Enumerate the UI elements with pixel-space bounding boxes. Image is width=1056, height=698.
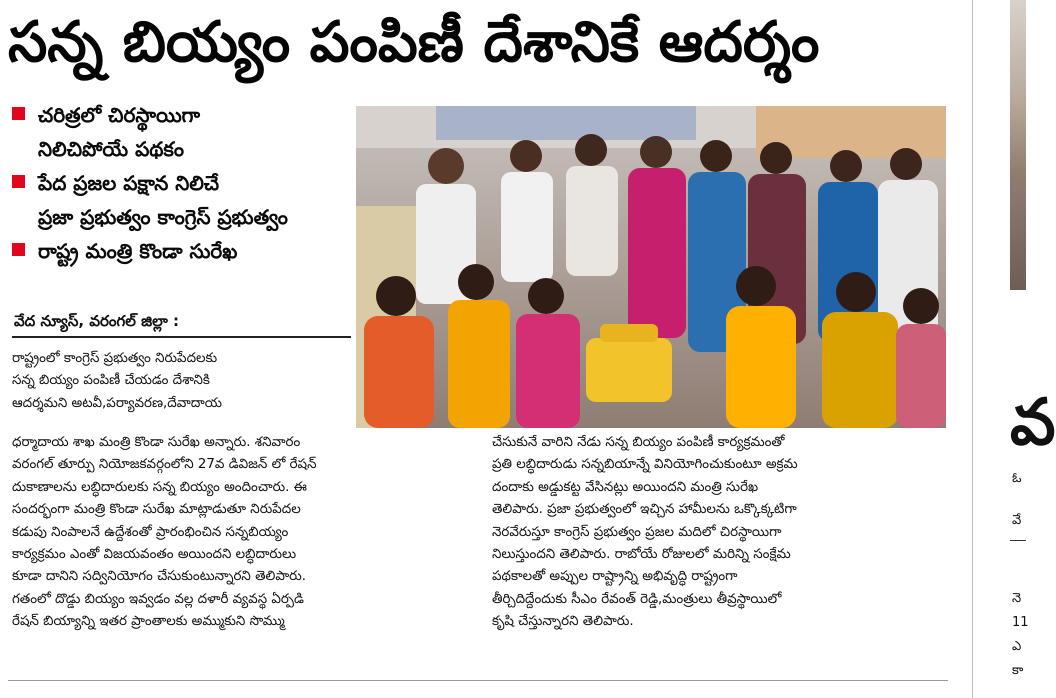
article-line: వరంగల్ తూర్పు నియోజకవర్గంలోని 27వ డివిజన్ లో రేషన్ [12, 457, 317, 473]
news-photo [356, 106, 946, 428]
dateline: వేద న్యూస్, వరంగల్ జిల్లా : [14, 312, 180, 330]
article-line: ఆదర్శమని అటవీ,పర్యావరణ,దేవాదాయ [12, 395, 222, 411]
adjacent-rule [1010, 540, 1026, 541]
adjacent-text-fragment: కా [1012, 663, 1024, 678]
article-line: రేషన్ బియ్యాన్ని ఇతర ప్రాంతాలకు అమ్ముకుని సొమ్ము [12, 614, 285, 630]
headline: సన్న బియ్యం పంపిణీ దేశానికే ఆదర్శం [8, 10, 820, 75]
article-line: నెరవేరుస్తూ కాంగ్రెస్ ప్రభుత్వం ప్రజల మదిలో చిరస్థాయిగా [492, 524, 782, 540]
adjacent-text-fragment: ఎ [1012, 639, 1022, 654]
column-gutter [972, 0, 973, 698]
adjacent-photo-fragment [1010, 0, 1026, 290]
bullet-item [12, 98, 350, 166]
dateline-rule [12, 336, 351, 338]
article-column-right [492, 432, 944, 634]
bullet-text: పేద ప్రజల పక్షాన నిలిచే [38, 171, 220, 195]
adjacent-text-fragment: నె [1012, 591, 1022, 606]
adjacent-article-fragment [974, 0, 1056, 698]
article-line: దందాకు అడ్డుకట్ట వేసినట్లు అయిందని మంత్రి సురేఖ [492, 479, 759, 495]
article-line: కడుపు నింపాలనే ఉద్దేశంతో ప్రారంభించిన సన్నబియ్యం [12, 524, 289, 540]
bullet-square-icon [12, 107, 25, 120]
bullet-square-icon [12, 175, 25, 188]
article-line: రాష్ట్రంలో కాంగ్రెస్ ప్రభుత్వం నిరుపేదలకు [12, 351, 218, 366]
article-line: గతంలో దొడ్డు బియ్యం ఇవ్వడం వల్ల దళారీ వ్యవస్థ ఏర్పడి [12, 591, 304, 607]
bullet-text: చరిత్రలో చిరస్థాయిగా [38, 103, 201, 127]
news-photo-illustration [356, 106, 946, 428]
article-line: దుకాణాలను లబ్ధిదారులకు సన్న బియ్యం అందించారు. ఈ [12, 479, 307, 495]
article-line: నిలుస్తుందని తెలిపారు. రాబోయే రోజులలో మరిన్ని సంక్షేమ [492, 547, 791, 563]
article-line: కృషి చేస్తున్నారని తెలిపారు. [492, 614, 634, 630]
article-line: ప్రతి లబ్ధిదారుడు సన్నబియాన్నే వినియోగించుకుంటూ అక్రమ [492, 457, 798, 473]
bullet-item [12, 166, 350, 234]
adjacent-text-fragment: ఓ [1012, 471, 1022, 486]
article-line: తెలిపారు. ప్రజా ప్రభుత్వంలో ఇచ్చిన హామీలను ఒక్కొక్కటిగా [492, 502, 797, 518]
article-line: కూడా దానిని సద్వినియోగం చేసుకుంటున్నారని తెలిపారు. [12, 569, 306, 585]
article-line: సన్న బియ్యం పంపిణీ చేయడం దేశానికి [12, 373, 210, 389]
bullet-text: నిలిచిపోయే పథకం [38, 137, 184, 161]
bullet-list [12, 98, 350, 268]
article-column-left [12, 348, 354, 415]
adjacent-text-fragment: వే [1012, 513, 1022, 528]
bullet-text: ప్రజా ప్రభుత్వం కాంగ్రెస్ ప్రభుత్వం [38, 205, 288, 229]
article-line: కార్యక్రమం ఎంతో విజయవంతం అయిందని లబ్ధిదారులు [12, 547, 297, 563]
adjacent-headline-fragment: వ [1010, 386, 1056, 460]
article-column-main [12, 432, 488, 634]
bullet-square-icon [12, 243, 25, 256]
article-line: పథకాలతో అప్పుల రాష్ట్రాన్ని అభివృద్ధి రాష్ట్రంగా [492, 569, 738, 585]
article-line: తీర్చిదిద్దేందుకు సీఎం రేవంత్ రెడ్డి,మంత్రులు తీవ్రస్థాయిలో [492, 591, 782, 607]
bottom-rule [8, 680, 948, 681]
article-line: చేసుకునే వారిని నేడు సన్న బియ్యం పంపిణీ కార్యక్రమంతో [492, 435, 785, 450]
article-line: ధర్మాదాయ శాఖ మంత్రి కొండా సురేఖ అన్నారు. శనివారం [12, 435, 301, 450]
adjacent-text-fragment: 11 [1012, 615, 1029, 630]
bullet-item [12, 234, 350, 268]
bullet-text: రాష్ట్ర మంత్రి కొండా సురేఖ [38, 239, 238, 263]
article-line: సందర్భంగా మంత్రి కొండా సురేఖ మాట్లాడుతూ నిరుపేదల [12, 502, 301, 518]
